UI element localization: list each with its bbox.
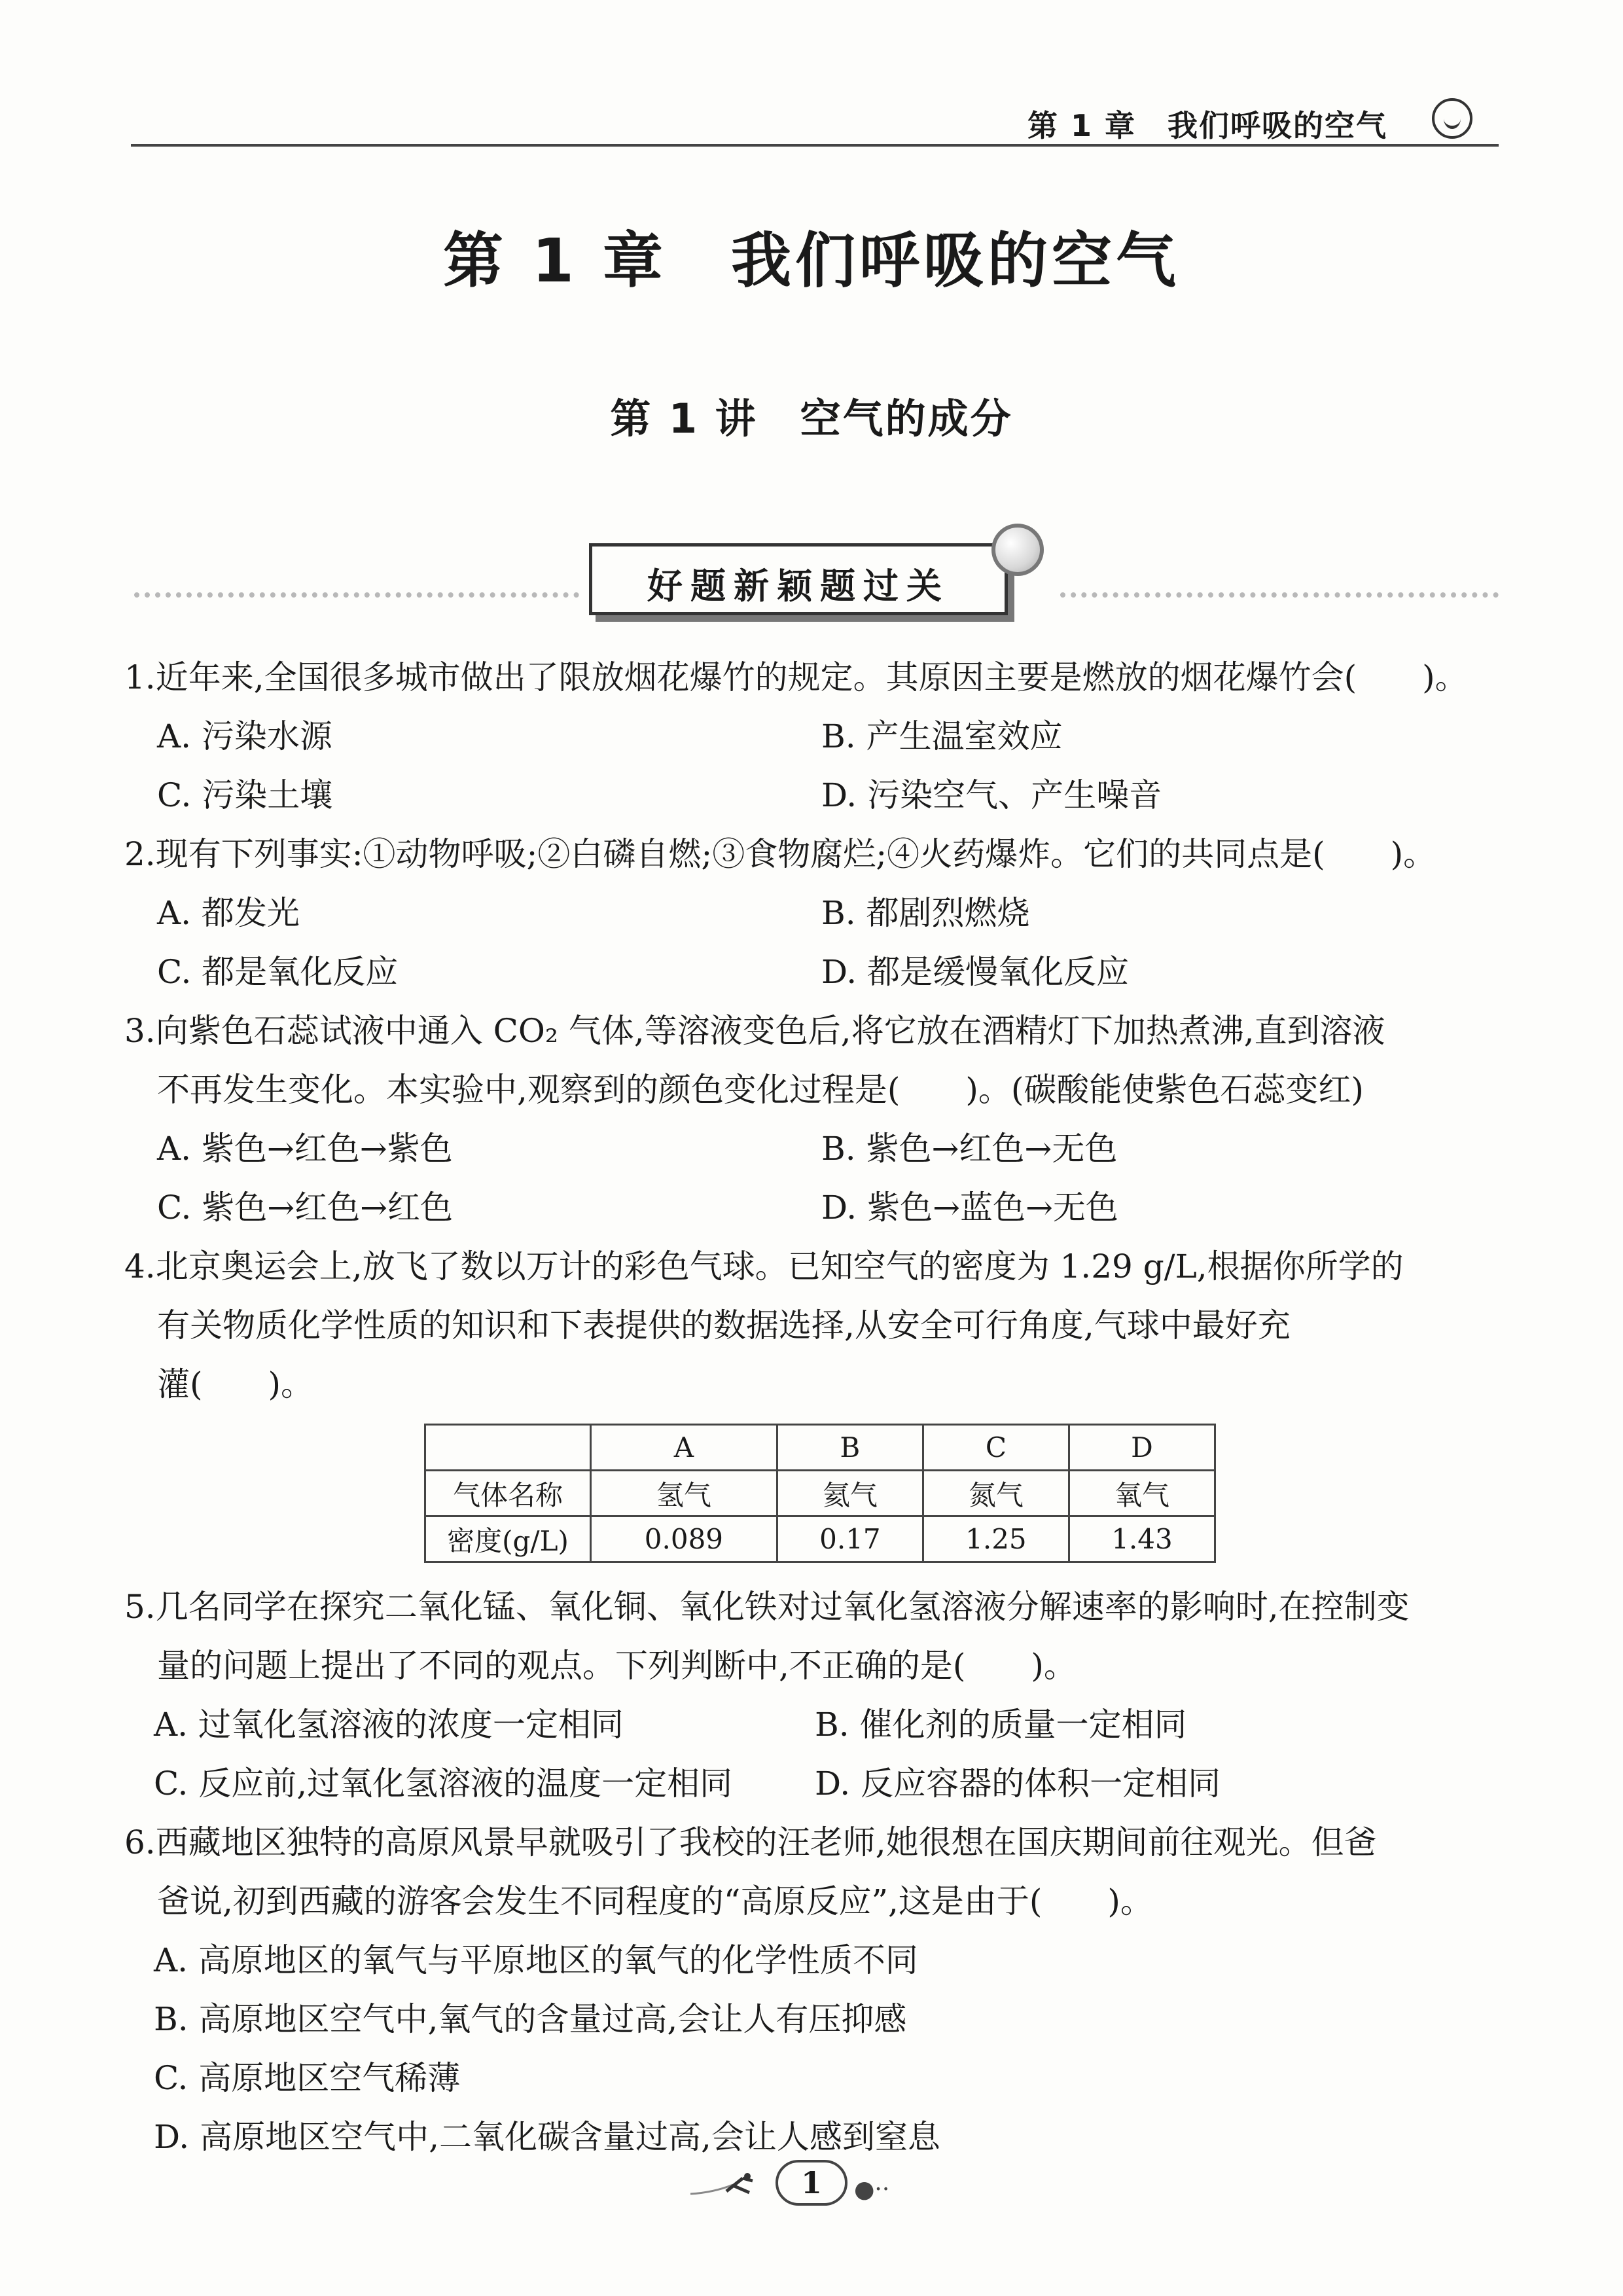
option-a: A. 污染水源 bbox=[157, 717, 332, 755]
question-line: 4.北京奥运会上,放飞了数以万计的彩色气球。已知空气的密度为 1.29 g/L,根据你所学的 bbox=[124, 1247, 1404, 1285]
table-header-row bbox=[425, 1425, 1215, 1471]
page-number: 1 bbox=[776, 2160, 847, 2206]
banner-divider-left bbox=[134, 592, 579, 598]
running-figure-icon bbox=[687, 2173, 766, 2199]
table-cell: 0.17 bbox=[777, 1516, 923, 1562]
option-b: B. 催化剂的质量一定相同 bbox=[815, 1706, 1187, 1744]
option-d: D. 反应容器的体积一定相同 bbox=[815, 1765, 1221, 1803]
question-line: 6.西藏地区独特的高原风景早就吸引了我校的汪老师,她很想在国庆期间前往观光。但爸 bbox=[124, 1823, 1377, 1861]
section-banner-text: 好题新颖题过关 bbox=[647, 565, 950, 607]
question-1 bbox=[124, 648, 1505, 707]
table-cell bbox=[425, 1425, 591, 1471]
option-d: D. 污染空气、产生噪音 bbox=[821, 776, 1162, 814]
gas-density-table bbox=[424, 1424, 1216, 1563]
table-cell: A bbox=[591, 1425, 777, 1471]
question-4 bbox=[124, 1237, 1505, 1414]
option-b: B. 紫色→红色→无色 bbox=[821, 1130, 1118, 1168]
table-cell: 氦气 bbox=[777, 1471, 923, 1516]
option-c: C. 都是氧化反应 bbox=[157, 953, 399, 991]
option-b: B. 高原地区空气中,氧气的含量过高,会让人有压抑感 bbox=[154, 2000, 907, 2038]
option-c: C. 反应前,过氧化氢溶液的温度一定相同 bbox=[154, 1765, 733, 1803]
table-cell: 0.089 bbox=[591, 1516, 777, 1562]
question-6 bbox=[124, 1813, 1505, 1931]
table-cell: 气体名称 bbox=[425, 1471, 591, 1516]
option-d: D. 高原地区空气中,二氧化碳含量过高,会让人感到窒息 bbox=[154, 2118, 940, 2156]
question-line: 3.向紫色石蕊试液中通入 CO₂ 气体,等溶液变色后,将它放在酒精灯下加热煮沸,直到溶液 bbox=[124, 1012, 1385, 1050]
question-line: 1.近年来,全国很多城市做出了限放烟花爆竹的规定。其原因主要是燃放的烟花爆竹会( )。 bbox=[124, 658, 1468, 696]
question-3 bbox=[124, 1001, 1505, 1119]
banner-divider-right bbox=[1060, 592, 1499, 598]
question-line: 有关物质化学性质的知识和下表提供的数据选择,从安全可行角度,气球中最好充 bbox=[157, 1306, 1291, 1344]
option-a: A. 高原地区的氧气与平原地区的氧气的化学性质不同 bbox=[154, 1941, 918, 1979]
option-a: A. 紫色→红色→紫色 bbox=[157, 1130, 453, 1168]
table-cell: C bbox=[923, 1425, 1069, 1471]
question-line: 爸说,初到西藏的游客会发生不同程度的“高原反应”,这是由于( )。 bbox=[157, 1882, 1153, 1920]
table-cell: 氧气 bbox=[1069, 1471, 1215, 1516]
option-d: D. 紫色→蓝色→无色 bbox=[821, 1189, 1118, 1227]
question-line: 灌( )。 bbox=[157, 1365, 314, 1403]
section-banner bbox=[589, 543, 1008, 615]
table-cell: 密度(g/L) bbox=[425, 1516, 591, 1562]
table-row bbox=[425, 1516, 1215, 1562]
option-b: B. 产生温室效应 bbox=[821, 717, 1063, 755]
question-line: 量的问题上提出了不同的观点。下列判断中,不正确的是( )。 bbox=[157, 1647, 1077, 1685]
running-header-text: 第 1 章 我们呼吸的空气 bbox=[1027, 108, 1387, 143]
option-a: A. 过氧化氢溶液的浓度一定相同 bbox=[154, 1706, 624, 1744]
table-cell: B bbox=[777, 1425, 923, 1471]
question-line: 不再发生变化。本实验中,观察到的颜色变化过程是( )。(碳酸能使紫色石蕊变红) bbox=[157, 1071, 1364, 1109]
table-cell: D bbox=[1069, 1425, 1215, 1471]
table-cell: 氢气 bbox=[591, 1471, 777, 1516]
magnifier-icon bbox=[991, 524, 1044, 576]
question-line: 2.现有下列事实:①动物呼吸;②白磷自燃;③食物腐烂;④火药爆炸。它们的共同点是( )。 bbox=[124, 835, 1436, 873]
table-row bbox=[425, 1471, 1215, 1516]
chapter-title: 第 1 章 我们呼吸的空气 bbox=[442, 226, 1181, 296]
table-cell: 1.43 bbox=[1069, 1516, 1215, 1562]
table-cell: 1.25 bbox=[923, 1516, 1069, 1562]
smiley-icon bbox=[1432, 98, 1472, 139]
option-c: C. 污染土壤 bbox=[157, 776, 333, 814]
table-cell: 氮气 bbox=[923, 1471, 1069, 1516]
option-d: D. 都是缓慢氧化反应 bbox=[821, 953, 1130, 991]
option-a: A. 都发光 bbox=[157, 894, 300, 932]
question-2 bbox=[124, 825, 1505, 884]
option-c: C. 紫色→红色→红色 bbox=[157, 1189, 454, 1227]
dots-icon: ●·· bbox=[854, 2176, 890, 2203]
question-line: 5.几名同学在探究二氧化锰、氧化铜、氧化铁对过氧化氢溶液分解速率的影响时,在控制变 bbox=[124, 1588, 1410, 1626]
lesson-title: 第 1 讲 空气的成分 bbox=[610, 395, 1013, 442]
running-header bbox=[131, 98, 1499, 147]
question-5 bbox=[124, 1577, 1505, 1695]
option-c: C. 高原地区空气稀薄 bbox=[154, 2059, 461, 2097]
option-b: B. 都剧烈燃烧 bbox=[821, 894, 1030, 932]
